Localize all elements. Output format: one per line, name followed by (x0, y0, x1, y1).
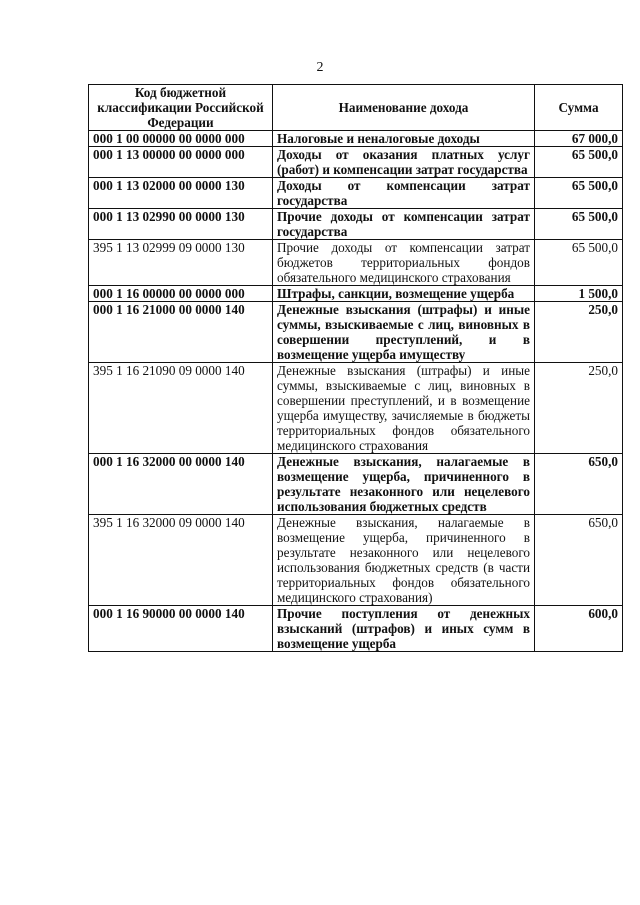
cell-sum: 1 500,0 (535, 286, 623, 302)
table-row (89, 515, 623, 606)
cell-name: Прочие доходы от компенсации затрат государства (273, 209, 535, 240)
table-row (89, 147, 623, 178)
table-row (89, 454, 623, 515)
cell-sum: 650,0 (535, 454, 623, 515)
cell-code: 395 1 13 02999 09 0000 130 (89, 240, 273, 286)
cell-code: 000 1 16 00000 00 0000 000 (89, 286, 273, 302)
table-row (89, 606, 623, 652)
page-number: 2 (316, 60, 324, 75)
cell-sum: 250,0 (535, 302, 623, 363)
cell-code: 000 1 16 90000 00 0000 140 (89, 606, 273, 652)
table-row (89, 363, 623, 454)
cell-name: Штрафы, санкции, возмещение ущерба (273, 286, 535, 302)
header-code: Код бюджетной классификации Российской Федерации (89, 85, 273, 131)
cell-sum: 65 500,0 (535, 178, 623, 209)
cell-code: 000 1 13 00000 00 0000 000 (89, 147, 273, 178)
cell-name: Денежные взыскания (штрафы) и иные суммы, взыскиваемые с лиц, виновных в совершении преступлений, и в возмещение ущерба имуществу, зачисляемые в бюджеты территориальных фондов обязательного медицинского страхования (273, 363, 535, 454)
table-row (89, 131, 623, 147)
table-row (89, 240, 623, 286)
cell-code: 000 1 00 00000 00 0000 000 (89, 131, 273, 147)
cell-name: Денежные взыскания, налагаемые в возмещение ущерба, причиненного в результате незаконного или нецелевого использования бюджетных средств (273, 454, 535, 515)
cell-sum: 65 500,0 (535, 147, 623, 178)
table-row (89, 286, 623, 302)
cell-sum: 65 500,0 (535, 240, 623, 286)
cell-code: 000 1 16 32000 00 0000 140 (89, 454, 273, 515)
cell-sum: 650,0 (535, 515, 623, 606)
revenue-table (88, 84, 623, 652)
cell-code: 000 1 13 02990 00 0000 130 (89, 209, 273, 240)
cell-sum: 67 000,0 (535, 131, 623, 147)
cell-name: Денежные взыскания, налагаемые в возмещение ущерба, причиненного в результате незаконного или нецелевого использования бюджетных средств (в части территориальных фондов обязательного медицинского страхования) (273, 515, 535, 606)
cell-sum: 65 500,0 (535, 209, 623, 240)
cell-name: Доходы от компенсации затрат государства (273, 178, 535, 209)
cell-name: Прочие доходы от компенсации затрат бюджетов территориальных фондов обязательного медицинского страхования (273, 240, 535, 286)
table-row (89, 178, 623, 209)
cell-sum: 600,0 (535, 606, 623, 652)
cell-name: Налоговые и неналоговые доходы (273, 131, 535, 147)
cell-name: Прочие поступления от денежных взысканий (штрафов) и иных сумм в возмещение ущерба (273, 606, 535, 652)
table-row (89, 209, 623, 240)
cell-code: 000 1 13 02000 00 0000 130 (89, 178, 273, 209)
cell-code: 000 1 16 21000 00 0000 140 (89, 302, 273, 363)
cell-code: 395 1 16 21090 09 0000 140 (89, 363, 273, 454)
cell-name: Денежные взыскания (штрафы) и иные суммы, взыскиваемые с лиц, виновных в совершении преступлений, и в возмещение ущерба имуществу (273, 302, 535, 363)
table-row (89, 302, 623, 363)
cell-code: 395 1 16 32000 09 0000 140 (89, 515, 273, 606)
header-name: Наименование дохода (273, 85, 535, 131)
cell-name: Доходы от оказания платных услуг (работ) и компенсации затрат государства (273, 147, 535, 178)
header-sum: Сумма (535, 85, 623, 131)
table-header-row (89, 85, 623, 131)
cell-sum: 250,0 (535, 363, 623, 454)
